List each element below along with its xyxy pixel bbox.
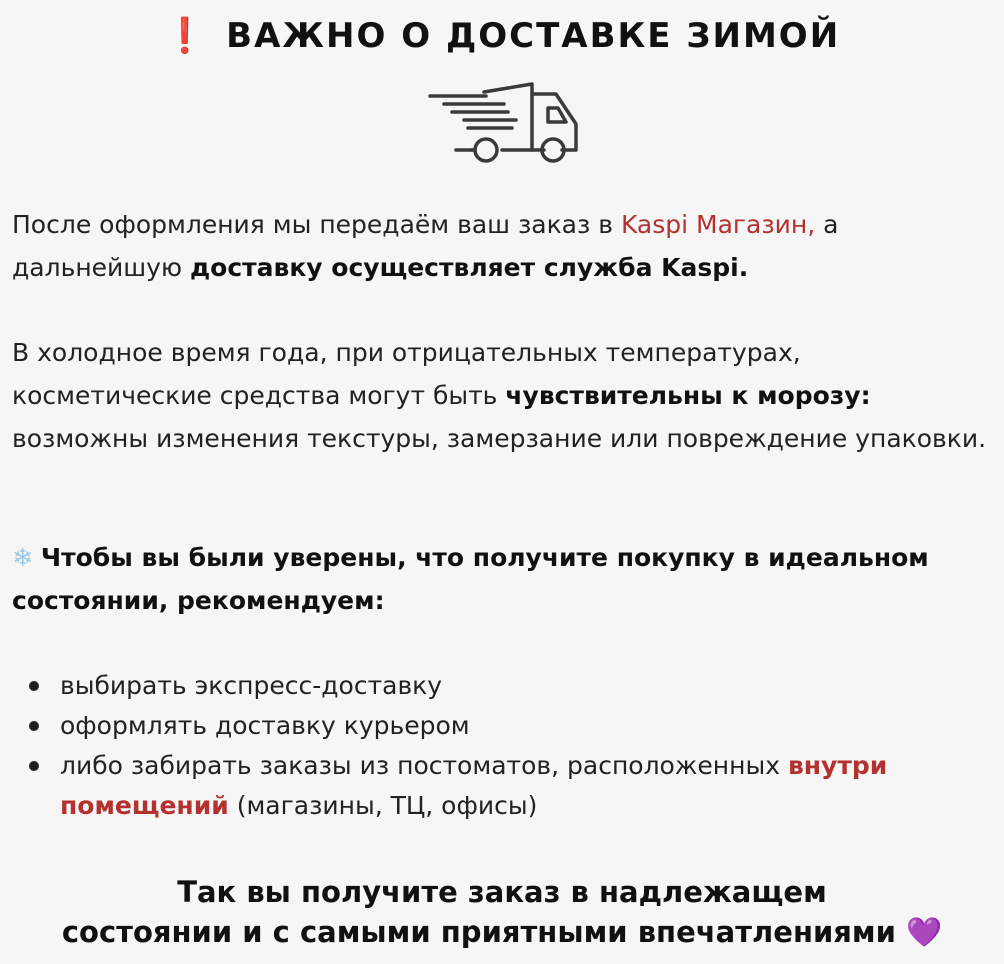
- title-text: ВАЖНО О ДОСТАВКЕ ЗИМОЙ: [226, 16, 841, 56]
- delivery-truck-icon: [420, 78, 590, 168]
- list-item: либо забирать заказы из постоматов, расположенных внутри помещений (магазины, ТЦ, офисы): [12, 746, 992, 826]
- paragraph-recommendation: ❄ Чтобы вы были уверены, что получите покупку в идеальном состоянии, рекомендуем:: [12, 543, 929, 615]
- paragraph-cold-warning: В холодное время года, при отрицательных температурах, косметические средства могут быть чувствительны к морозу: возможны изменения текстуры, замерзание или повреждение упаковки.: [12, 338, 987, 453]
- closing-message: Так вы получите заказ в надлежащем состоянии и с самыми приятными впечатлениями 💜: [61, 875, 943, 949]
- kaspi-store-link[interactable]: Kaspi Магазин,: [620, 210, 816, 239]
- recommendation-list: [12, 666, 992, 826]
- page-title: [0, 14, 1004, 58]
- purple-heart-icon: 💜: [906, 915, 943, 949]
- snowflake-icon: ❄: [12, 543, 33, 572]
- list-item: выбирать экспресс-доставку: [12, 666, 992, 706]
- exclamation-icon: ❗: [163, 16, 209, 56]
- paragraph-delivery: После оформления мы передаём ваш заказ в Kaspi Магазин, а дальнейшую доставку осуществляет служба Kaspi.: [12, 210, 839, 282]
- list-item: оформлять доставку курьером: [12, 706, 992, 746]
